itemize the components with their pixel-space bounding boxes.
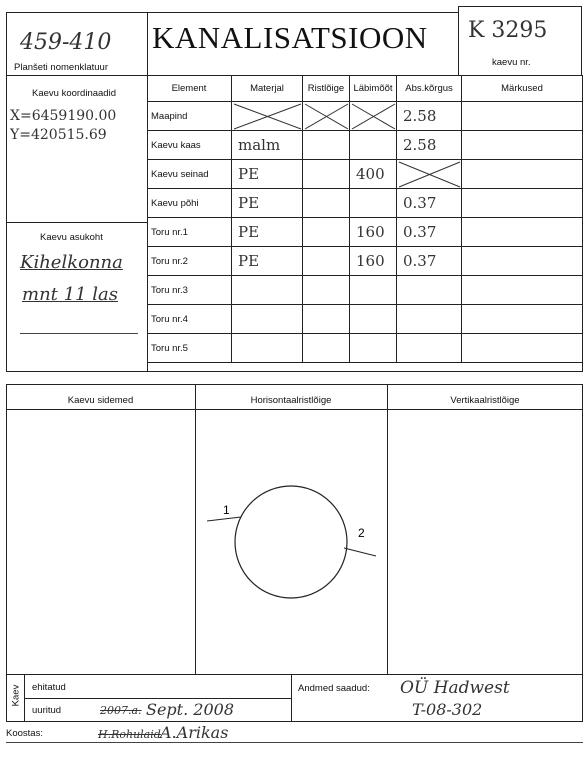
table-cell-notes	[462, 334, 583, 363]
table-cell-diameter: 160	[350, 218, 397, 247]
table-cell-diameter	[350, 276, 397, 305]
table-cell-element: Toru nr.1	[147, 218, 232, 247]
table-cell-height: 0.37	[397, 218, 462, 247]
table-cell-element: Maapind	[147, 102, 232, 131]
vertical-heading: Vertikaalristlõige	[450, 395, 520, 406]
table-cell-element: Kaevu põhi	[147, 189, 232, 218]
data-source-2: T-08-302	[412, 700, 483, 719]
well-id-label: kaevu nr.	[492, 57, 531, 68]
table-cell-diameter	[350, 334, 397, 363]
table-cell-diameter	[350, 305, 397, 334]
table-cell-cross-section	[303, 276, 350, 305]
table-cell-element: Toru nr.4	[147, 305, 232, 334]
table-cell-height: 2.58	[397, 131, 462, 160]
table-cell-height	[397, 276, 462, 305]
table-cell-notes	[462, 305, 583, 334]
cross-out-mark	[232, 102, 303, 131]
coords-label: Kaevu koordinaadid	[32, 88, 116, 99]
compiled-by: A.Arikas	[160, 723, 229, 742]
table-cell-element: Toru nr.3	[147, 276, 232, 305]
table-cell-cross-section	[303, 160, 350, 189]
table-cell-notes	[462, 160, 583, 189]
table-header-diameter: Läbimõõt	[350, 75, 397, 102]
location-line1: Kihelkonna	[20, 252, 123, 273]
table-cell-notes	[462, 276, 583, 305]
table-cell-height: 2.58	[397, 102, 462, 131]
footer-mid-divider	[291, 674, 292, 722]
table-header-notes: Märkused	[462, 75, 583, 102]
table-cell-material: PE	[232, 189, 303, 218]
location-label: Kaevu asukoht	[40, 232, 103, 243]
table-cell-diameter: 400	[350, 160, 397, 189]
pipe-2-label: 2	[358, 526, 365, 540]
coord-y: Y=420515.69	[10, 127, 107, 143]
table-header-height: Abs.kõrgus	[397, 75, 462, 102]
links-heading: Kaevu sidemed	[67, 395, 134, 406]
table-cell-material: PE	[232, 160, 303, 189]
table-cell-cross-section	[303, 305, 350, 334]
table-cell-notes	[462, 189, 583, 218]
table-cell-material: PE	[232, 247, 303, 276]
measured-date: Sept. 2008	[146, 700, 234, 719]
footer-row-divider	[24, 698, 291, 699]
table-cell-height	[397, 334, 462, 363]
location-line2: mnt 11 las	[22, 284, 118, 305]
sheet-number-label: Planšeti nomenklatuur	[14, 62, 108, 73]
table-cell-cross-section	[303, 218, 350, 247]
page-title: KANALISATSIOON	[152, 20, 428, 55]
pipe-1-label: 1	[223, 503, 230, 517]
well-id: K 3295	[468, 18, 548, 43]
sheet-number: 459-410	[20, 30, 112, 55]
cross-out-mark	[303, 102, 350, 131]
data-source-label: Andmed saadud:	[298, 683, 370, 694]
cross-out-mark	[397, 160, 462, 189]
table-cell-cross-section	[303, 247, 350, 276]
pipe-2-line	[344, 548, 376, 556]
table-header-element: Element	[147, 75, 232, 102]
table-cell-diameter	[350, 189, 397, 218]
table-cell-diameter: 160	[350, 247, 397, 276]
measured-label: uuritud	[32, 705, 62, 716]
table-cell-element: Toru nr.5	[147, 334, 232, 363]
table-header-material: Materjal	[232, 75, 303, 102]
location-blank-line	[20, 333, 138, 334]
table-cell-element: Kaevu kaas	[147, 131, 232, 160]
table-header-cross-section: Ristlõige	[303, 75, 350, 102]
table-cell-cross-section	[303, 131, 350, 160]
table-cell-notes	[462, 247, 583, 276]
diagram-divider-2	[387, 384, 388, 675]
table-cell-notes	[462, 102, 583, 131]
horizontal-heading: Horisontaalristlõige	[250, 395, 332, 406]
compiled-label: Koostas:	[6, 728, 43, 739]
table-cell-material: malm	[232, 131, 303, 160]
table-cell-material	[232, 305, 303, 334]
table-cell-cross-section	[303, 189, 350, 218]
coord-x: X=6459190.00	[10, 108, 117, 124]
table-cell-material: PE	[232, 218, 303, 247]
compiled-line	[6, 742, 583, 743]
table-cell-height: 0.37	[397, 189, 462, 218]
table-cell-element: Kaevu seinad	[147, 160, 232, 189]
table-cell-height	[397, 305, 462, 334]
horizontal-section-drawing	[195, 410, 387, 674]
table-cell-element: Toru nr.2	[147, 247, 232, 276]
table-cell-height: 0.37	[397, 247, 462, 276]
table-cell-notes	[462, 218, 583, 247]
built-label: ehitatud	[32, 682, 66, 693]
footer-side-label: Kaev	[10, 684, 22, 707]
table-cell-notes	[462, 131, 583, 160]
table-cell-material	[232, 276, 303, 305]
measured-old: 2007.a.	[100, 704, 142, 717]
table-cell-material	[232, 334, 303, 363]
table-cell-diameter	[350, 131, 397, 160]
data-source-1: OÜ Hadwest	[400, 678, 510, 698]
cross-out-mark	[350, 102, 397, 131]
table-cell-cross-section	[303, 334, 350, 363]
pipe-1-line	[207, 517, 241, 521]
well-circle	[235, 486, 347, 598]
compiled-old: H.Rohulaid	[98, 728, 161, 741]
